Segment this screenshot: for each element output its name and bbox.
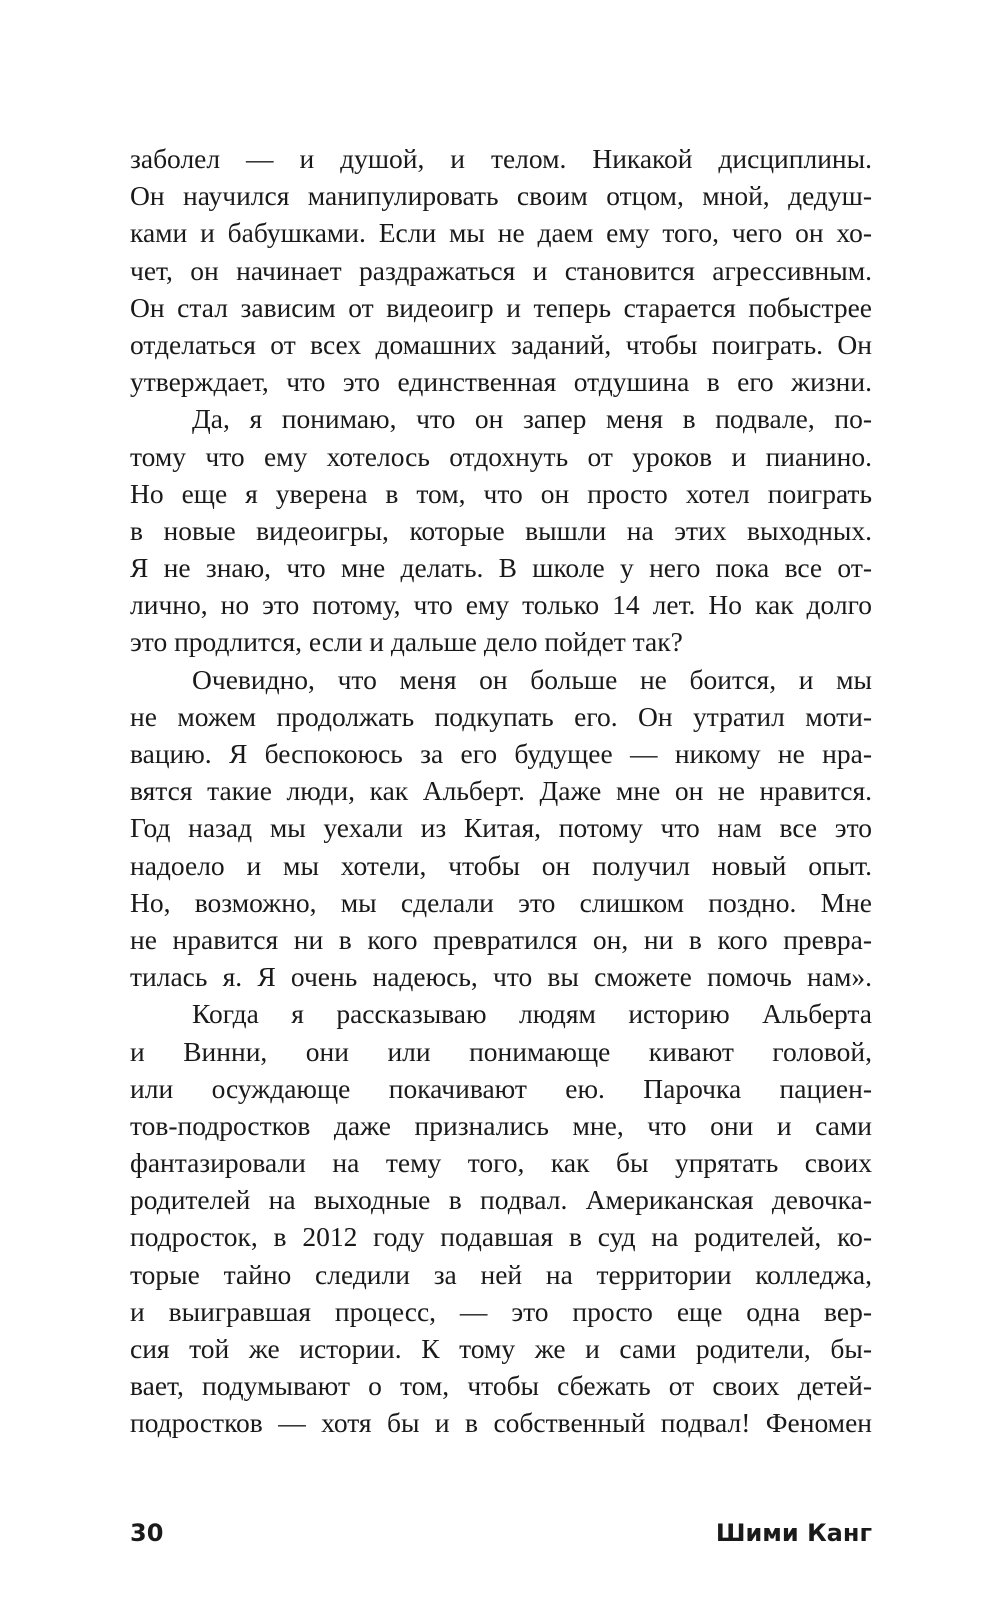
text-line: ками и бабушками. Если мы не даем ему того, чего он хо- — [130, 217, 872, 249]
text-line: подростков — хотя бы и в собственный подвал! Феномен — [130, 1407, 872, 1439]
text-line: тому что ему хотелось отдохнуть от уроков и пианино. — [130, 440, 872, 472]
text-line: и Винни, они или понимающе кивают головой, — [130, 1035, 872, 1067]
text-line: чет, он начинает раздражаться и становится агрессивным. — [130, 254, 872, 286]
text-line: надоело и мы хотели, чтобы он получил новый опыт. — [130, 849, 872, 881]
text-line: лично, но это потому, что ему только 14 лет. Но как долго — [130, 589, 872, 621]
paragraph-2 — [130, 400, 872, 660]
text-line: и выигравшая процесс, — это просто еще одна вер- — [130, 1295, 872, 1327]
paragraph-1 — [130, 140, 872, 400]
running-footer-author: Шими Канг — [715, 1519, 872, 1547]
text-line: заболел — и душой, и телом. Никакой дисциплины. — [130, 143, 872, 174]
text-line: родителей на выходные в подвал. Американская девочка- — [130, 1184, 872, 1216]
text-line: утверждает, что это единственная отдушина в его жизни. — [130, 366, 872, 398]
text-line: не можем продолжать подкупать его. Он утратил моти- — [130, 700, 872, 732]
text-line: вает, подумывают о том, чтобы сбежать от своих детей- — [130, 1370, 872, 1402]
page-footer — [130, 1513, 872, 1553]
body-text — [130, 140, 872, 1442]
text-line: Но, возможно, мы сделали это слишком поздно. Мне — [130, 886, 872, 918]
text-line: отделаться от всех домашних заданий, чтобы поиграть. Он — [130, 328, 872, 360]
text-line: Я не знаю, что мне делать. В школе у него пока все от- — [130, 552, 872, 584]
text-line: тов-подростков даже признались мне, что они и сами — [130, 1109, 872, 1141]
text-line: Но еще я уверена в том, что он просто хотел поиграть — [130, 477, 872, 509]
text-line: Очевидно, что меня он больше не боится, и мы — [192, 663, 872, 695]
text-line: подросток, в 2012 году подавшая в суд на родителей, ко- — [130, 1221, 872, 1253]
text-line: Он научился манипулировать своим отцом, мной, дедуш- — [130, 180, 872, 212]
page-number: 30 — [130, 1519, 164, 1547]
paragraph-4 — [130, 995, 872, 1441]
text-line: тилась я. Я очень надеюсь, что вы сможете помочь нам». — [130, 961, 872, 993]
text-line: торые тайно следили за ней на территории колледжа, — [130, 1258, 872, 1290]
text-line: сия той же истории. К тому же и сами родители, бы- — [130, 1333, 872, 1364]
text-line: вятся такие люди, как Альберт. Даже мне он не нравится. — [130, 775, 872, 807]
text-line: или осуждающе покачивают ею. Парочка пациен- — [130, 1072, 872, 1104]
text-line: не нравится ни в кого превратился он, ни в кого превра- — [130, 923, 872, 955]
text-line: Он стал зависим от видеоигр и теперь старается побыстрее — [130, 291, 872, 323]
text-line: Когда я рассказываю людям историю Альберта — [192, 998, 872, 1030]
text-line: фантазировали на тему того, как бы упрятать своих — [130, 1147, 872, 1179]
paragraph-3 — [130, 661, 872, 996]
text-line: Год назад мы уехали из Китая, потому что нам все это — [130, 812, 872, 844]
text-line: это продлится, если и дальше дело пойдет так? — [130, 626, 683, 658]
text-line: вацию. Я беспокоюсь за его будущее — никому не нра- — [130, 738, 872, 769]
text-line: в новые видеоигры, которые вышли на этих выходных. — [130, 514, 872, 546]
text-line: Да, я понимаю, что он запер меня в подвале, по- — [192, 403, 872, 435]
